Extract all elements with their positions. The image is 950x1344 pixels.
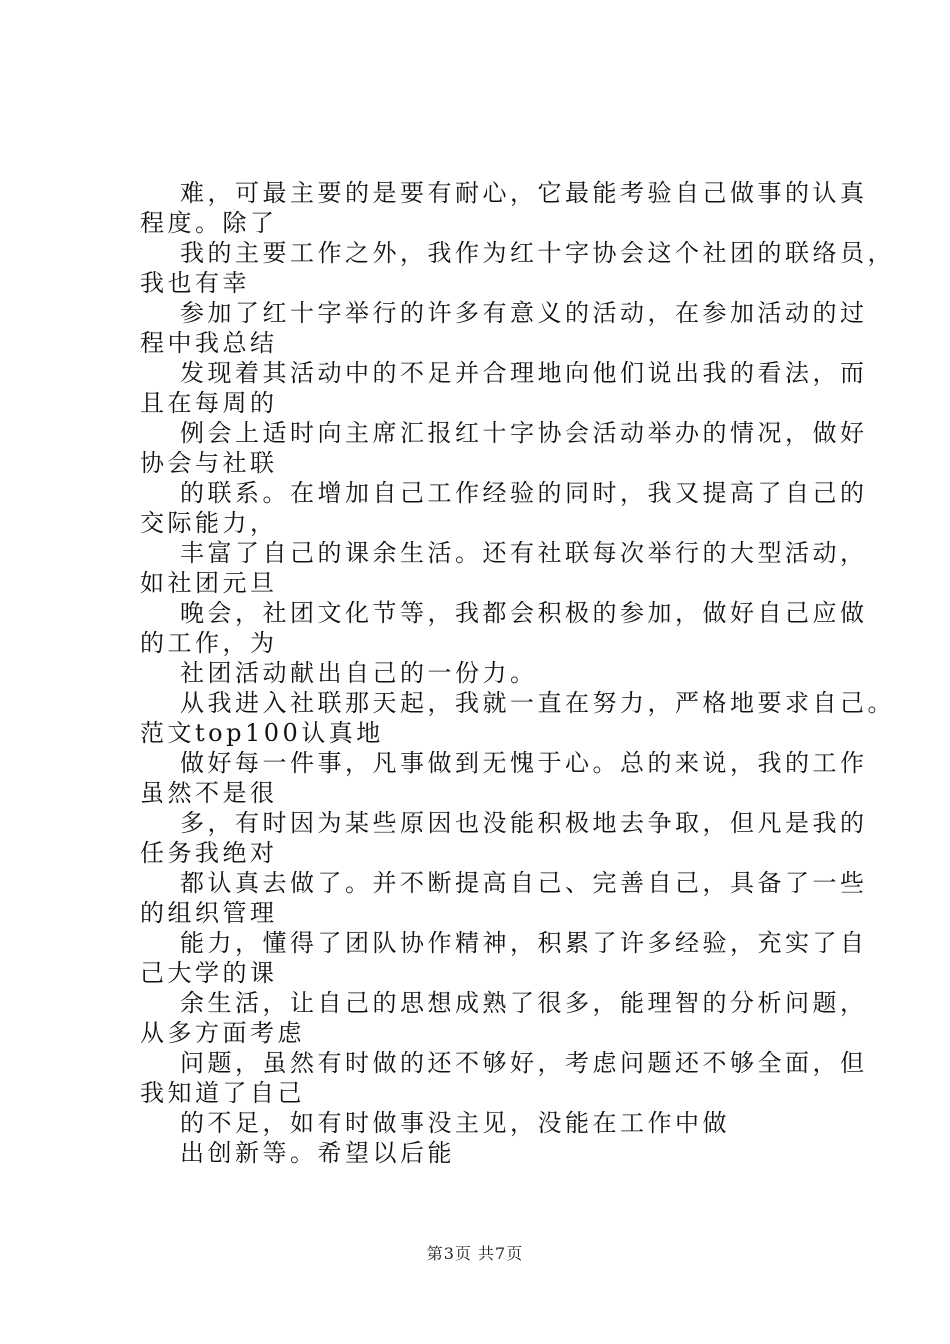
text-line: 程中我总结 — [140, 329, 278, 357]
text-line: 的工作，为 — [140, 629, 278, 657]
text-line: 多，有时因为某些原因也没能积极地去争取，但凡是我的 — [180, 809, 868, 837]
text-line: 晚会，社团文化节等，我都会积极的参加，做好自己应做 — [180, 599, 868, 627]
text-line: 任务我绝对 — [140, 839, 278, 867]
text-line: 余生活，让自己的思想成熟了很多，能理智的分析问题， — [180, 989, 868, 1017]
text-line: 发现着其活动中的不足并合理地向他们说出我的看法，而 — [180, 359, 868, 387]
page-footer: 第3页 共7页 — [426, 1244, 524, 1263]
text-line: 交际能力， — [140, 509, 278, 537]
text-line: 如社团元旦 — [140, 569, 278, 597]
text-line: 能力，懂得了团队协作精神，积累了许多经验，充实了自 — [180, 929, 868, 957]
text-line: 且在每周的 — [140, 389, 278, 417]
text-line: 我知道了自己 — [140, 1079, 305, 1107]
text-line: 我的主要工作之外，我作为红十字协会这个社团的联络员， — [180, 239, 895, 267]
body-text — [140, 178, 895, 1168]
text-line: 的组织管理 — [140, 899, 278, 927]
text-line: 问题，虽然有时做的还不够好，考虑问题还不够全面，但 — [180, 1049, 868, 1077]
text-line: 的联系。在增加自己工作经验的同时，我又提高了自己的 — [180, 479, 868, 507]
text-line: 虽然不是很 — [140, 779, 278, 807]
text-line: 从我进入社联那天起，我就一直在努力，严格地要求自己。 — [180, 689, 895, 717]
text-line: 社团活动献出自己的一份力。 — [180, 659, 538, 687]
text-line: 从多方面考虑 — [140, 1019, 305, 1047]
text-line: 例会上适时向主席汇报红十字协会活动举办的情况，做好 — [180, 419, 868, 447]
text-line: 范文top100认真地 — [140, 719, 384, 747]
text-line: 的不足，如有时做事没主见，没能在工作中做 — [180, 1109, 730, 1137]
text-line: 程度。除了 — [140, 209, 278, 237]
text-line: 都认真去做了。并不断提高自己、完善自己，具备了一些 — [180, 869, 868, 897]
text-line: 协会与社联 — [140, 449, 278, 477]
text-line: 我也有幸 — [140, 269, 250, 297]
text-line: 难，可最主要的是要有耐心，它最能考验自己做事的认真 — [180, 179, 868, 207]
text-line: 出创新等。希望以后能 — [180, 1139, 455, 1167]
text-line: 参加了红十字举行的许多有意义的活动，在参加活动的过 — [180, 299, 868, 327]
text-line: 丰富了自己的课余生活。还有社联每次举行的大型活动， — [180, 539, 868, 567]
text-line: 做好每一件事，凡事做到无愧于心。总的来说，我的工作 — [180, 749, 868, 777]
text-line: 己大学的课 — [140, 959, 278, 987]
